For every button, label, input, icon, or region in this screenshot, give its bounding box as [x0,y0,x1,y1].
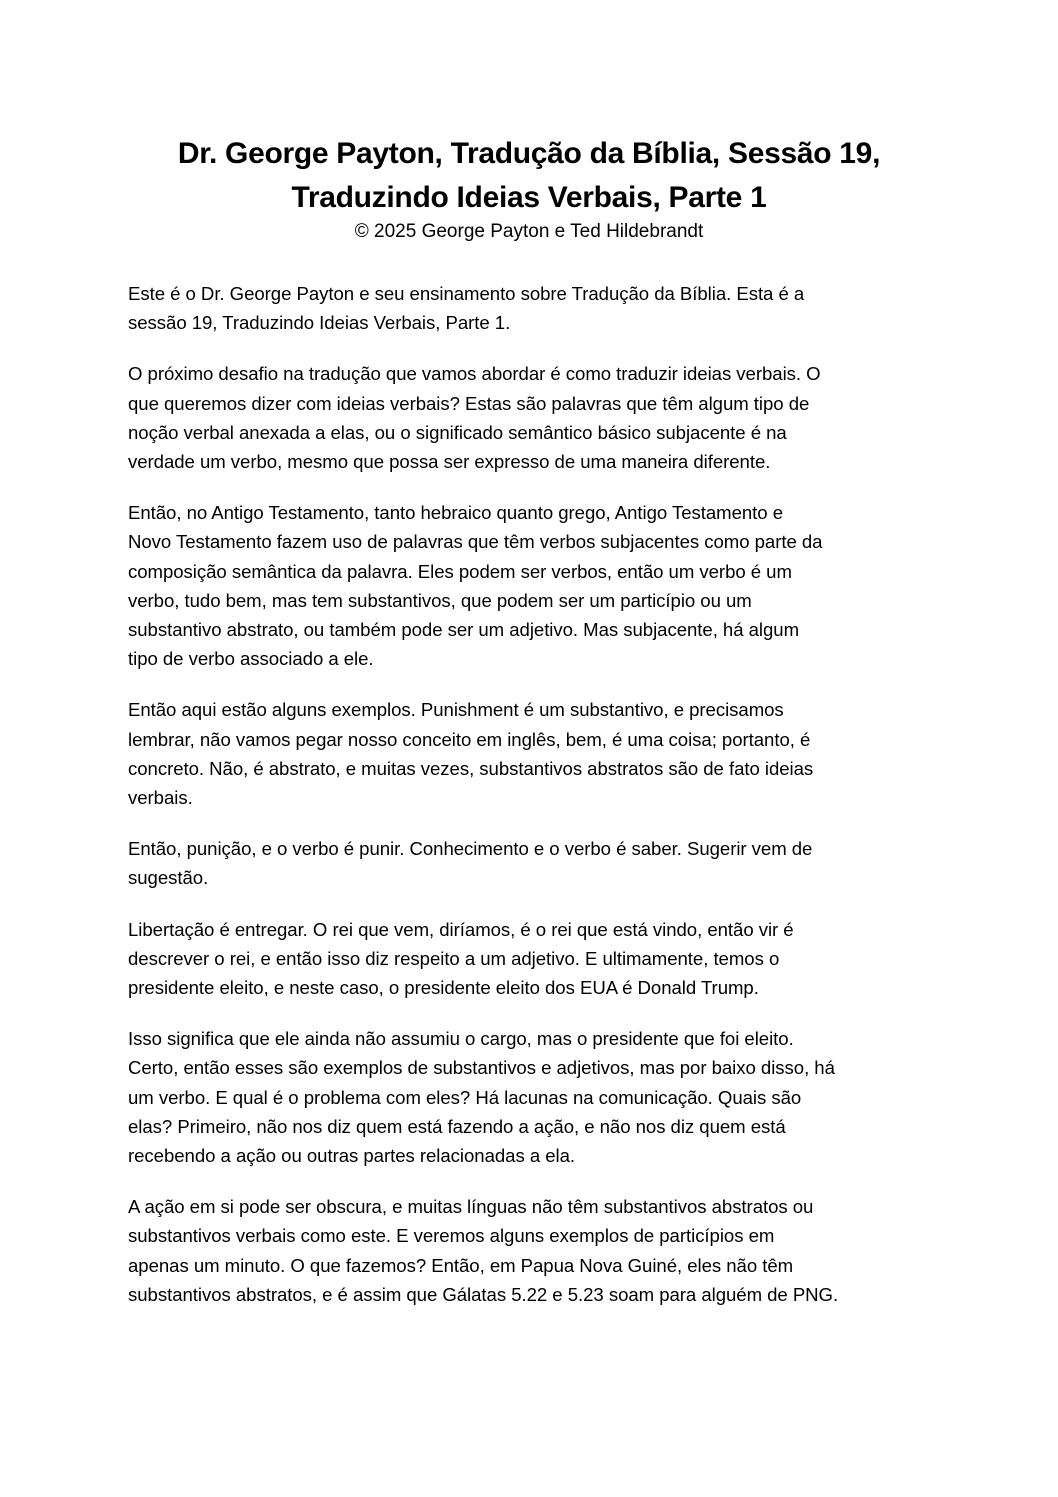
paragraph-line: A ação em si pode ser obscura, e muitas línguas não têm substantivos abstratos ou [128,1196,814,1218]
paragraph-line: Então, no Antigo Testamento, tanto hebraico quanto grego, Antigo Testamento e [128,502,783,524]
paragraph-8 [128,1192,928,1309]
paragraph-1 [128,279,928,337]
paragraph-line: sugestão. [128,867,209,889]
title-block [80,132,978,244]
paragraph-line: sessão 19, Traduzindo Ideias Verbais, Parte 1. [128,312,511,334]
paragraph-line: verdade um verbo, mesmo que possa ser expresso de uma maneira diferente. [128,451,771,473]
copyright-notice: © 2025 George Payton e Ted Hildebrandt [354,221,704,242]
paragraph-6 [128,915,928,1003]
paragraph-line: verbo, tudo bem, mas tem substantivos, que podem ser um particípio ou um [128,589,752,611]
paragraph-line: substantivos abstratos, e é assim que Gálatas 5.22 e 5.23 soam para alguém de PNG. [128,1283,839,1305]
paragraph-line: verbais. [128,787,193,809]
paragraph-3 [128,498,928,673]
paragraph-2 [128,359,928,476]
paragraph-line: composição semântica da palavra. Eles podem ser verbos, então um verbo é um [128,560,792,582]
paragraph-line: Este é o Dr. George Payton e seu ensinamento sobre Tradução da Bíblia. Esta é a [128,283,805,304]
page-title-line-2: Traduzindo Ideias Verbais, Parte 1 [291,181,767,214]
paragraph-5 [128,834,928,892]
paragraph-line: noção verbal anexada a elas, ou o significado semântico básico subjacente é na [128,421,787,443]
page-title-line-1: Dr. George Payton, Tradução da Bíblia, Sessão 19, [177,137,881,170]
paragraph-line: O próximo desafio na tradução que vamos abordar é como traduzir ideias verbais. O [128,363,821,385]
paragraph-line: Então aqui estão alguns exemplos. Punishment é um substantivo, e precisamos [128,699,784,721]
paragraph-4 [128,695,928,812]
paragraph-line: substantivos verbais como este. E veremos alguns exemplos de particípios em [128,1225,775,1247]
paragraph-line: Certo, então esses são exemplos de substantivos e adjetivos, mas por baixo disso, há [128,1057,835,1079]
paragraph-line: Então, punição, e o verbo é punir. Conhecimento e o verbo é saber. Sugerir vem de [128,838,813,860]
paragraph-line: elas? Primeiro, não nos diz quem está fazendo a ação, e não nos diz quem está [128,1115,786,1137]
paragraph-7 [128,1024,928,1170]
paragraph-line: recebendo a ação ou outras partes relacionadas a ela. [128,1145,576,1167]
paragraph-line: presidente eleito, e neste caso, o presidente eleito dos EUA é Donald Trump. [128,977,759,999]
paragraph-line: descrever o rei, e então isso diz respeito a um adjetivo. E ultimamente, temos o [128,947,780,969]
paragraph-line: Libertação é entregar. O rei que vem, diríamos, é o rei que está vindo, então vir é [128,918,794,940]
paragraph-line: lembrar, não vamos pegar nosso conceito em inglês, bem, é uma coisa; portanto, é [128,728,811,750]
paragraph-line: apenas um minuto. O que fazemos? Então, em Papua Nova Guiné, eles não têm [128,1254,794,1276]
paragraph-line: substantivo abstrato, ou também pode ser um adjetivo. Mas subjacente, há algum [128,619,800,641]
paragraph-line: concreto. Não, é abstrato, e muitas vezes, substantivos abstratos são de fato ideias [128,757,814,779]
paragraph-line: Novo Testamento fazem uso de palavras que têm verbos subjacentes como parte da [128,531,823,553]
paragraph-line: que queremos dizer com ideias verbais? Estas são palavras que têm algum tipo de [128,392,810,414]
document-body [128,279,928,1331]
paragraph-line: Isso significa que ele ainda não assumiu o cargo, mas o presidente que foi eleito. [128,1028,794,1050]
paragraph-line: um verbo. E qual é o problema com eles? Há lacunas na comunicação. Quais são [128,1086,802,1108]
paragraph-line: tipo de verbo associado a ele. [128,648,374,670]
